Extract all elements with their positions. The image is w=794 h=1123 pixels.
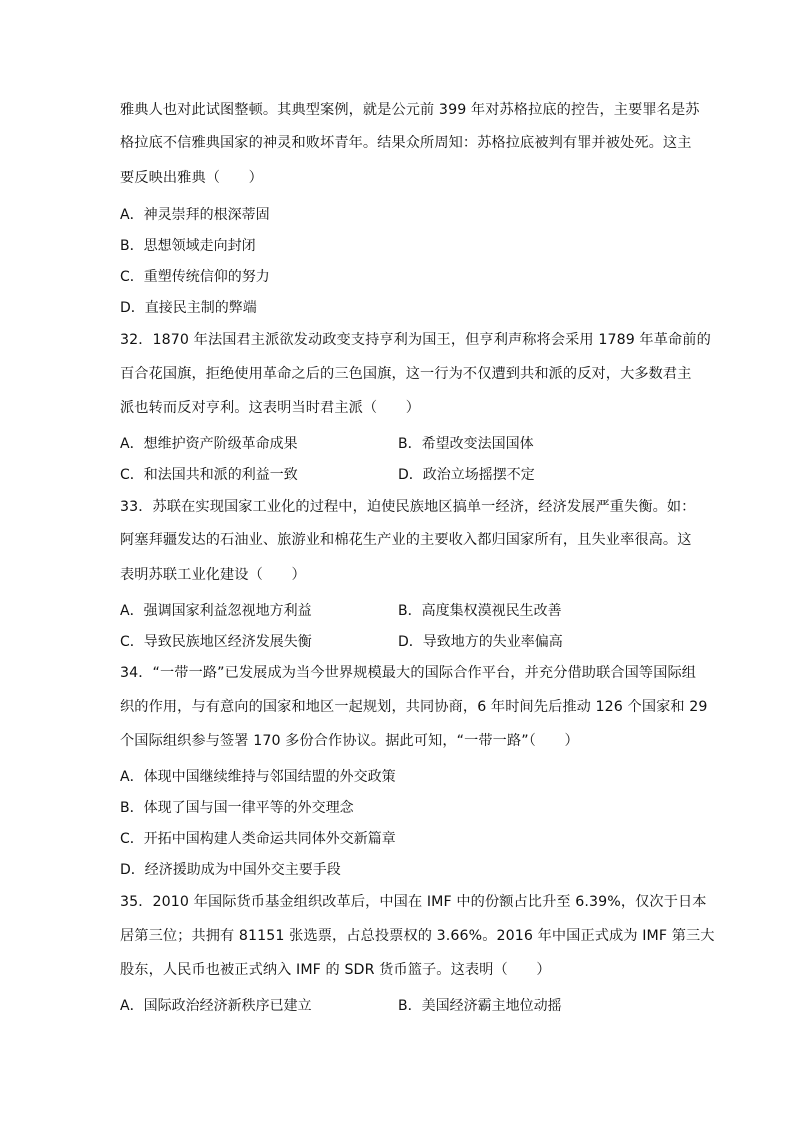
q35-stem-line-3: 股东，人民币也被正式纳入 IMF 的 SDR 货币篮子。这表明（ ）	[120, 962, 551, 978]
q32-stem-line-3: 派也转而反对亨利。这表明当时君主派（ ）	[120, 400, 421, 416]
q35-option-a: A．国际政治经济新秩序已建立	[120, 998, 312, 1014]
q33-stem-line-3: 表明苏联工业化建设（ ）	[120, 567, 306, 583]
q31-option-a: A．神灵崇拜的根深蒂固	[120, 207, 270, 223]
q35-option-b: B．美国经济霸主地位动摇	[398, 998, 562, 1014]
q31-option-b: B．思想领域走向封闭	[120, 238, 256, 254]
q33-option-b: B．高度集权漠视民生改善	[398, 603, 562, 619]
q33-option-c: C．导致民族地区经济发展失衡	[120, 634, 312, 650]
q35-stem-line-1: 35．2010 年国际货币基金组织改革后，中国在 IMF 中的份额占比升至 6.39%，仅次于日本	[120, 894, 707, 910]
q32-option-a: A．想维护资产阶级革命成果	[120, 436, 298, 452]
q33-option-a: A．强调国家利益忽视地方利益	[120, 603, 312, 619]
q32-stem-line-2: 百合花国旗，拒绝使用革命之后的三色国旗，这一行为不仅遭到共和派的反对，大多数君主	[120, 366, 692, 382]
q31-stem-line-3: 要反映出雅典（ ）	[120, 170, 263, 186]
q34-stem-line-2: 织的作用，与有意向的国家和地区一起规划，共同协商，6 年时间先后推动 126 个国家和 29	[120, 699, 708, 715]
q35-stem-line-2: 居第三位；共拥有 81151 张选票，占总投票权的 3.66%。2016 年中国正式成为 IMF 第三大	[120, 928, 715, 944]
q34-option-a: A．体现中国继续维持与邻国结盟的外交政策	[120, 769, 396, 785]
q31-option-d: D．直接民主制的弊端	[120, 300, 257, 316]
q32-stem-line-1: 32．1870 年法国君主派欲发动政变支持亨利为国王，但亨利声称将会采用 1789 年革命前的	[120, 332, 711, 348]
q32-option-d: D．政治立场摇摆不定	[398, 467, 535, 483]
q33-stem-line-2: 阿塞拜疆发达的石油业、旅游业和棉花生产业的主要收入都归国家所有，且失业率很高。这	[120, 532, 692, 548]
q31-stem-line-2: 格拉底不信雅典国家的神灵和败坏青年。结果众所周知：苏格拉底被判有罪并被处死。这主	[120, 135, 692, 151]
q33-stem-line-1: 33．苏联在实现国家工业化的过程中，迫使民族地区搞单一经济，经济发展严重失衡。如：	[120, 499, 696, 515]
q31-option-c: C．重塑传统信仰的努力	[120, 269, 270, 285]
q31-stem-line-1: 雅典人也对此试图整顿。其典型案例，就是公元前 399 年对苏格拉底的控告，主要罪名是苏	[120, 102, 700, 118]
q34-option-b: B．体现了国与国一律平等的外交理念	[120, 800, 354, 816]
q34-option-c: C．开拓中国构建人类命运共同体外交新篇章	[120, 831, 396, 847]
q34-option-d: D．经济援助成为中国外交主要手段	[120, 862, 341, 878]
q32-option-c: C．和法国共和派的利益一致	[120, 467, 298, 483]
q33-option-d: D．导致地方的失业率偏高	[398, 634, 563, 650]
q34-stem-line-1: 34．“一带一路”已发展成为当今世界规模最大的国际合作平台，并充分借助联合国等国际组	[120, 665, 697, 681]
q32-option-b: B．希望改变法国国体	[398, 436, 534, 452]
q34-stem-line-3: 个国际组织参与签署 170 多份合作协议。据此可知，“一带一路”（ ）	[120, 733, 579, 749]
